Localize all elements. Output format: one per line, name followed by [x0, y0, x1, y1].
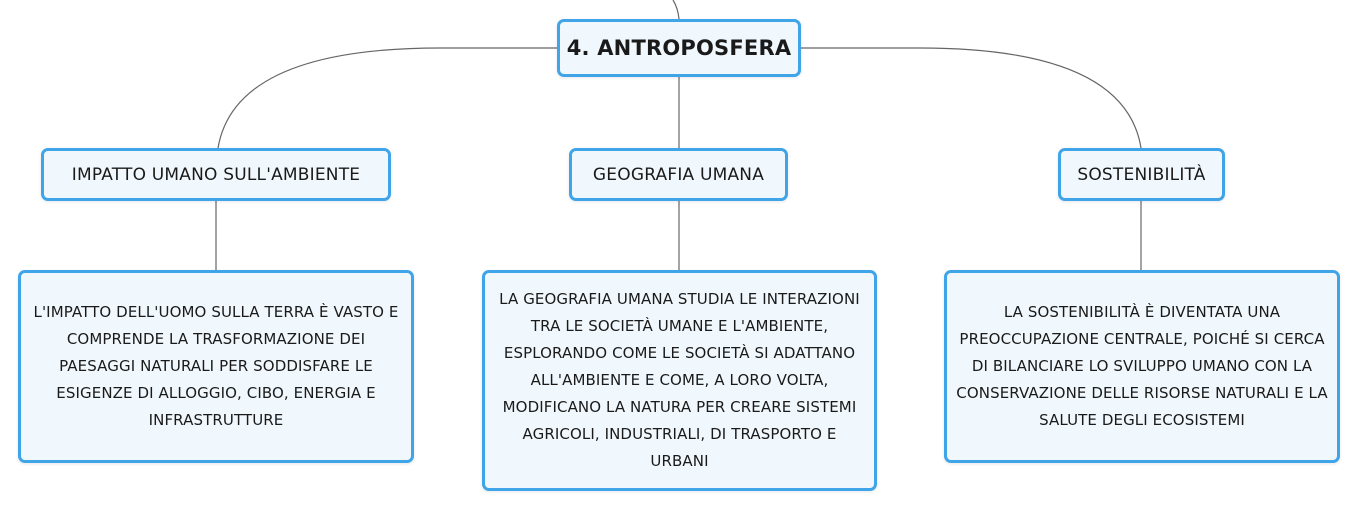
topic-node-label: GEOGRAFIA UMANA [592, 164, 765, 185]
connector-root-to-impatto [218, 48, 557, 148]
root-node-label: 4. ANTROPOSFERA [566, 36, 792, 60]
description-node-sostenibilita[interactable] [944, 270, 1340, 463]
topic-node-label: IMPATTO UMANO SULL'AMBIENTE [71, 164, 361, 185]
topic-node-label: SOSTENIBILITÀ [1077, 164, 1206, 185]
description-node-impatto-umano[interactable] [18, 270, 414, 463]
connector-root-to-sostenibilita [801, 48, 1141, 148]
topic-node-sostenibilita[interactable] [1058, 148, 1225, 201]
topic-node-geografia-umana[interactable] [569, 148, 788, 201]
description-text: LA GEOGRAFIA UMANA STUDIA LE INTERAZIONI TRA LE SOCIETÀ UMANE E L'AMBIENTE, ESPLORANDO COME LE SOCIETÀ SI ADATTANO ALL'AMBIENTE E COME, A LORO VOLTA, MODIFICANO LA NATURA PER CREARE SISTEMI AGRICOLI, INDUSTRIALI, DI TRASPORTO E URBANI [499, 290, 860, 470]
description-text: L'IMPATTO DELL'UOMO SULLA TERRA È VASTO E COMPRENDE LA TRASFORMAZIONE DEI PAESAGGI NATURALI PER SODDISFARE LE ESIGENZE DI ALLOGGIO, CIBO, ENERGIA E INFRASTRUTTURE [33, 303, 399, 429]
description-node-geografia-umana[interactable] [482, 270, 877, 491]
connector-parent-to-root [673, 0, 679, 19]
root-node[interactable] [557, 19, 801, 77]
description-text: LA SOSTENIBILITÀ È DIVENTATA UNA PREOCCUPAZIONE CENTRALE, POICHÉ SI CERCA DI BILANCIARE LO SVILUPPO UMANO CON LA CONSERVAZIONE DELLE RISORSE NATURALI E LA SALUTE DEGLI ECOSISTEMI [956, 303, 1328, 429]
topic-node-impatto-umano[interactable] [41, 148, 391, 201]
